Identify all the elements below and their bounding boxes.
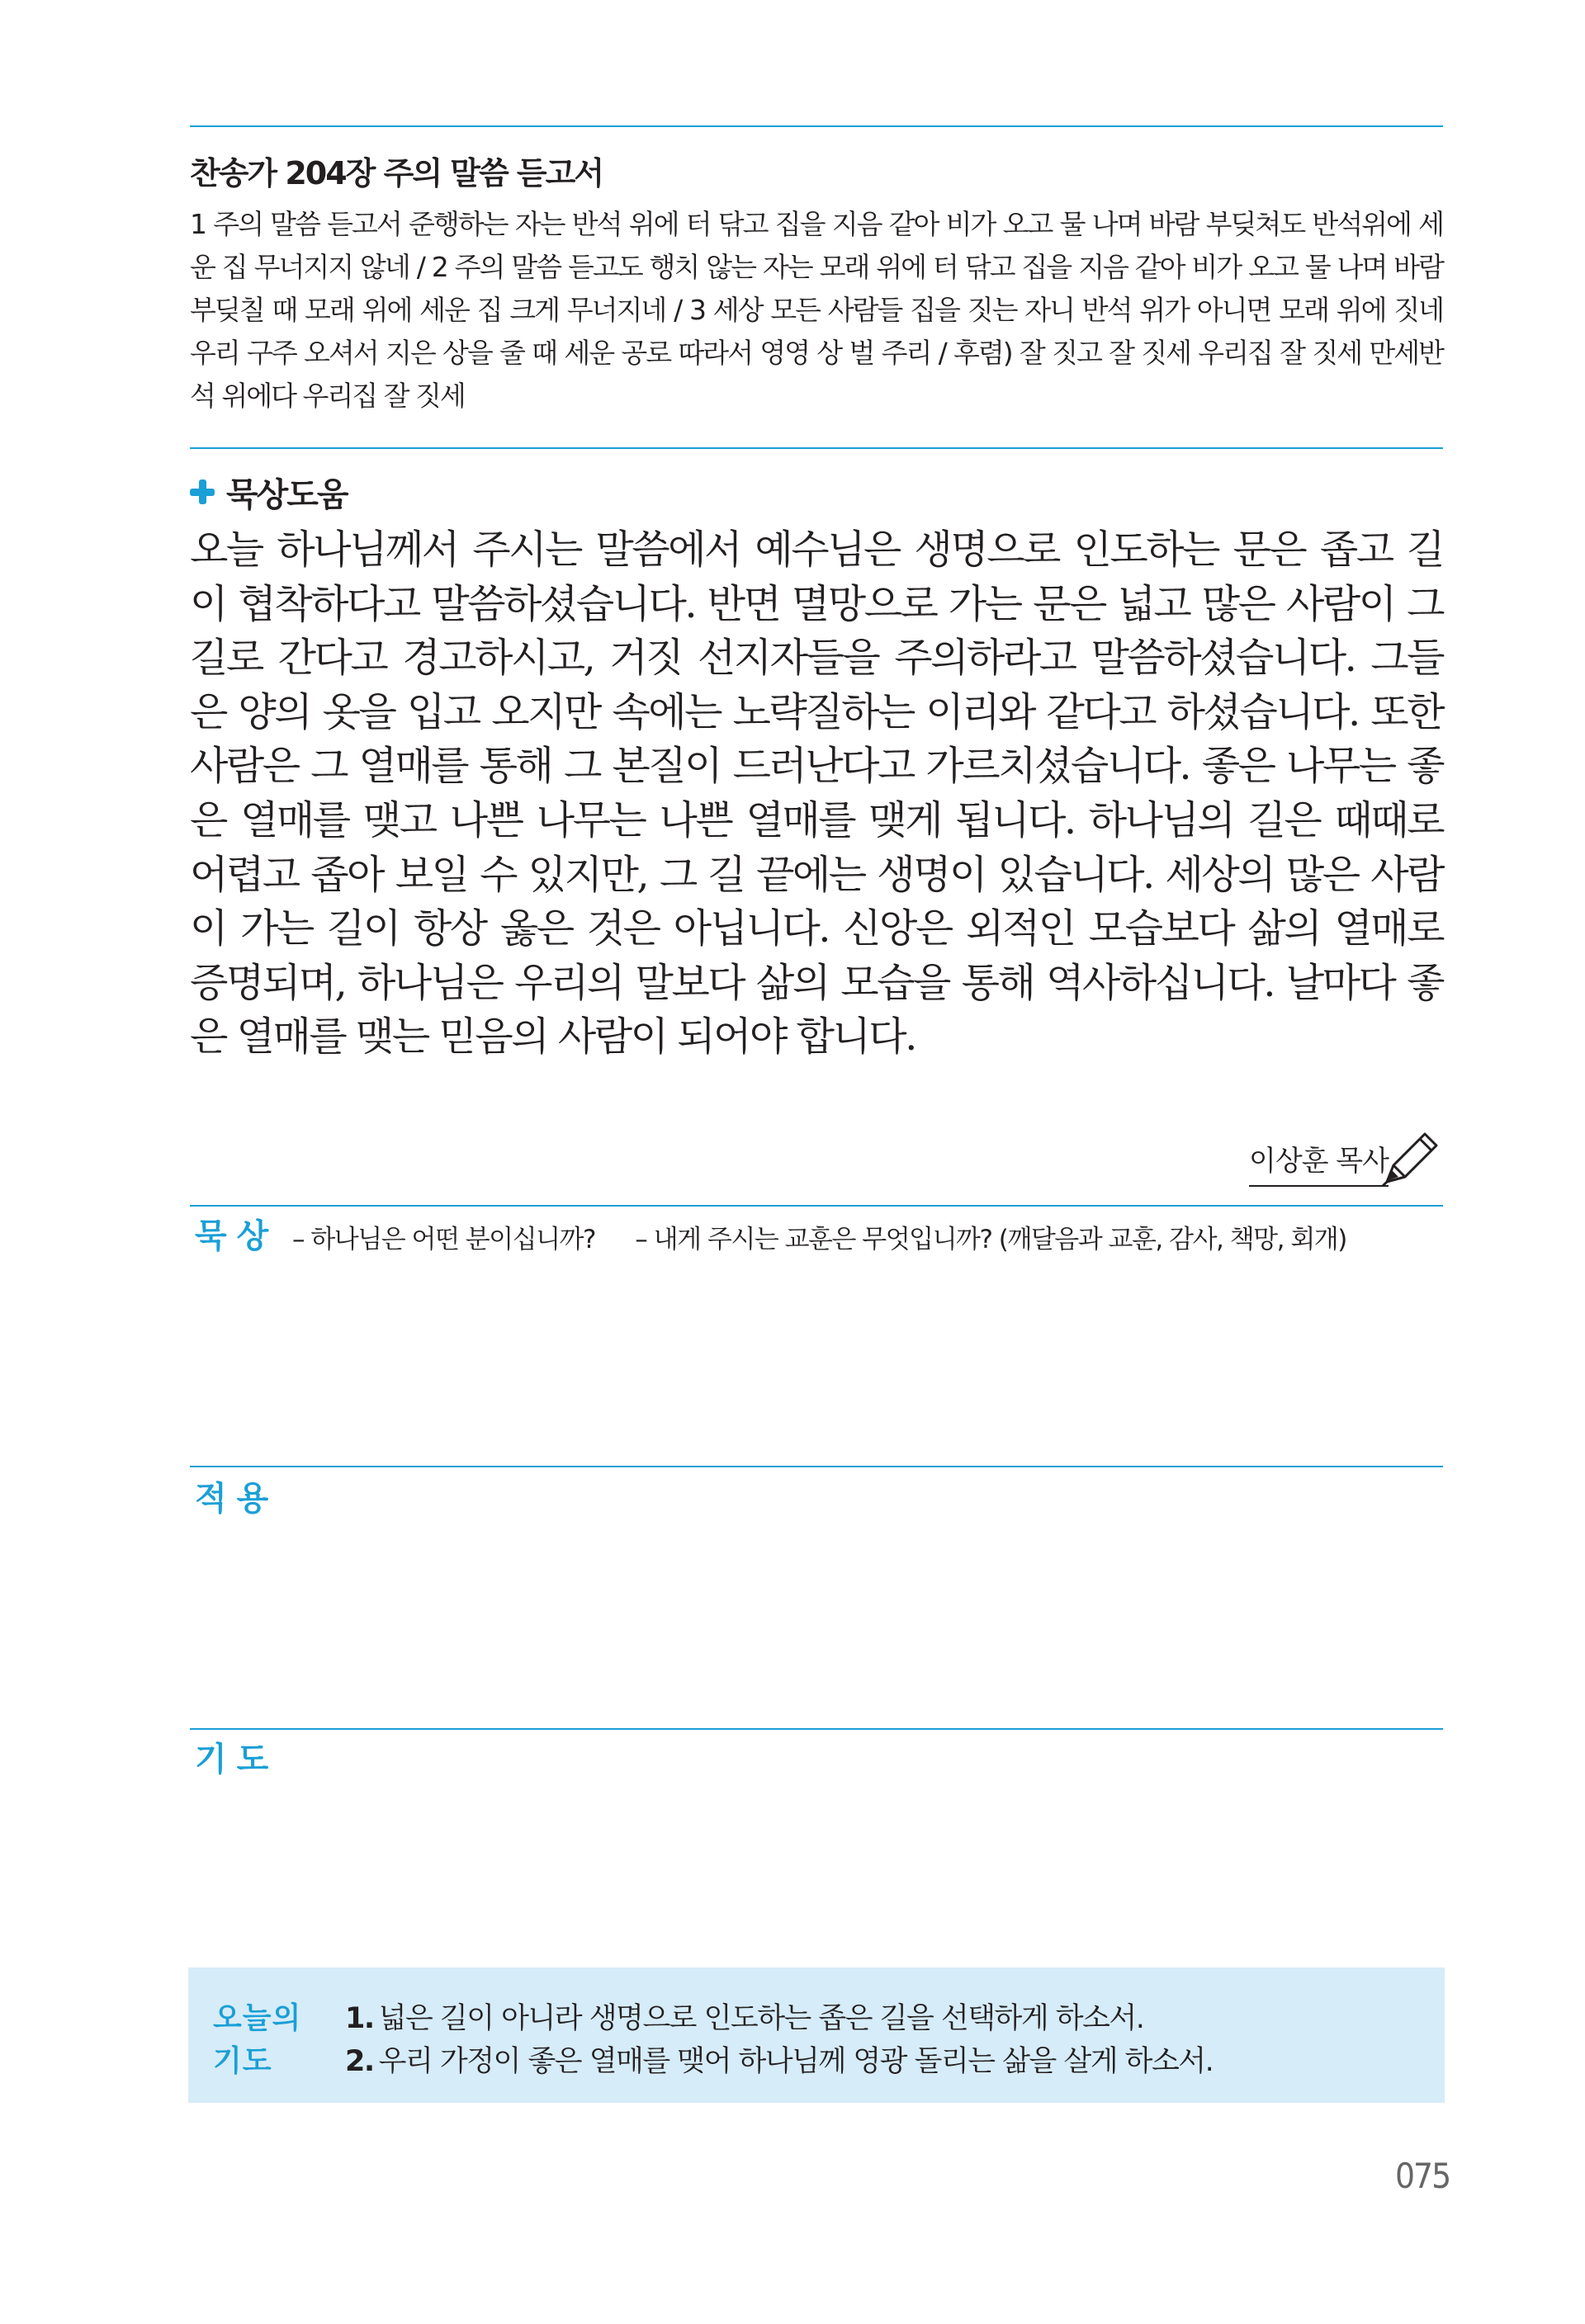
application-rule: [190, 1466, 1443, 1467]
plus-icon: [190, 479, 215, 504]
application-label: 적용: [195, 1480, 279, 1518]
prayer-item: [345, 1997, 1213, 2040]
prayer-item-text: 우리 가정이 좋은 열매를 맺어 하나님께 영광 돌리는 삶을 살게 하소서.: [378, 2045, 1214, 2078]
prayer-item-number: 2.: [345, 2045, 374, 2078]
author-name: 이상훈 목사: [1249, 1138, 1389, 1187]
todays-prayer-box: [188, 1967, 1445, 2103]
meditation-question-1: – 하나님은 어떤 분이십니까?: [292, 1225, 595, 1254]
prayer-item: [345, 2040, 1213, 2083]
meditation-rule: [190, 1205, 1443, 1207]
meditation-help-body: 오늘 하나님께서 주시는 말씀에서 예수님은 생명으로 인도하는 문은 좁고 길이 협착하다고 말씀하셨습니다. 반면 멸망으로 가는 문은 넓고 많은 사람이 그 길로 간다고 경고하시고, 거짓 선지자들을 주의하라고 말씀하셨습니다. 그들은 양의 옷을 입고 오지만 속에는 노략질하는 이리와 같다고 하셨습니다. 또한 사람은 그 열매를 통해 그 본질이 드러난다고 가르치셨습니다. 좋은 나무는 좋은 열매를 맺고 나쁜 나무는 나쁜 열매를 맺게 됩니다. 하나님의 길은 때때로 어렵고 좁아 보일 수 있지만, 그 길 끝에는 생명이 있습니다. 세상의 많은 사람이 가는 길이 항상 옳은 것은 아닙니다. 신앙은 외적인 모습보다 삶의 열매로 증명되며, 하나님은 우리의 말보다 삶의 모습을 통해 역사하십니다. 날마다 좋은 열매를 맺는 믿음의 사람이 되어야 합니다.: [190, 527, 1443, 1060]
todays-prayer-label: 오늘의 기도: [213, 2001, 302, 2078]
todays-prayer-list: [345, 1997, 1213, 2083]
prayer-rule: [190, 1728, 1443, 1730]
hymn-title: 찬송가 204장 주의 말씀 듣고서: [190, 155, 603, 191]
hymn-lyrics: 1 주의 말씀 듣고서 준행하는 자는 반석 위에 터 닦고 집을 지음 같아 비가 오고 물 나며 바람 부딪쳐도 반석위에 세운 집 무너지지 않네 / 2 주의 말씀 듣고도 행치 않는 자는 모래 위에 터 닦고 집을 지음 같아 비가 오고 물 나며 바람 부딪칠 때 모래 위에 세운 집 크게 무너지네 / 3 세상 모든 사람들 집을 짓는 자니 반석 위가 아니면 모래 위에 짓네 우리 구주 오셔서 지은 상을 줄 때 세운 공로 따라서 영영 상 벌 주리 / 후렴) 잘 짓고 잘 짓세 우리집 잘 짓세 만세반석 위에다 우리집 잘 짓세: [190, 208, 1443, 412]
author-signature: [1249, 1129, 1443, 1187]
meditation-question-2: – 내게 주시는 교훈은 무엇입니까? (깨달음과 교훈, 감사, 책망, 회개): [635, 1225, 1346, 1254]
meditation-help-title: 묵상도움: [226, 475, 348, 514]
hymn-bottom-rule: [190, 447, 1443, 449]
top-rule: [190, 125, 1443, 127]
meditation-help-header: [190, 467, 348, 517]
prayer-label: 기도: [195, 1741, 279, 1778]
meditation-label: 묵상: [195, 1217, 279, 1255]
prayer-item-text: 넓은 길이 아니라 생명으로 인도하는 좁은 길을 선택하게 하소서.: [378, 2002, 1144, 2035]
prayer-item-number: 1.: [345, 2002, 374, 2035]
page-number: 075: [1395, 2156, 1450, 2196]
pencil-icon: [1382, 1129, 1443, 1187]
meditation-questions: [292, 1218, 1379, 1255]
